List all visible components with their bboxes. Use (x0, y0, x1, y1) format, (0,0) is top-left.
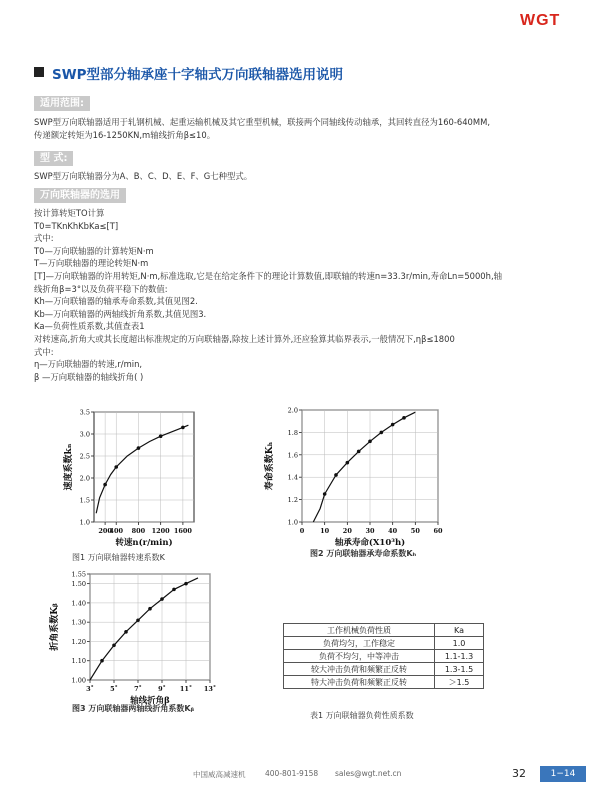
x-tick-label: 200 (98, 527, 112, 535)
selection-line: 对转速高,折角大或其长度超出标准规定的万向联轴器,除按上述计算外,还应验算其临界表示,一般情况下,ηβ≤1800 (34, 333, 455, 344)
scope-text-2: 传递额定转矩为16-1250KN,m轴线折角β≤10。 (34, 130, 216, 140)
x-tick-label: 50 (410, 527, 420, 535)
x-tick-label: 30 (365, 527, 375, 535)
table-cell: 1.3-1.5 (435, 663, 484, 676)
x-tick-label: 9˚ (158, 685, 166, 693)
x-axis-label: 轴线折角β (130, 696, 170, 706)
x-axis-label: 轴承寿命(X10³h) (334, 538, 406, 548)
table-cell: ＞1.5 (435, 676, 484, 689)
data-point (334, 473, 338, 477)
data-point (114, 465, 118, 469)
data-point (159, 434, 163, 438)
selection-line: Kb—万向联轴器的两轴线折角系数,其值见图3. (34, 308, 207, 319)
table-row (284, 663, 484, 676)
data-point (136, 618, 140, 622)
section-header-selection: 万向联轴器的选用 (34, 188, 126, 203)
page-tag: 1−14 (540, 766, 586, 782)
data-point (160, 597, 164, 601)
data-point (184, 582, 188, 586)
y-tick-label: 2.5 (79, 452, 90, 461)
data-point (103, 483, 107, 487)
x-tick-label: 800 (131, 527, 146, 535)
chart-life-coefficient (258, 400, 448, 560)
x-tick-label: 10 (320, 527, 330, 535)
title-marker (34, 67, 44, 77)
selection-line: η—万向联轴器的转速,r/min, (34, 359, 143, 370)
selection-line: 按计算转矩TO计算 (34, 208, 105, 218)
table-row (284, 650, 484, 663)
page-number: 32 (512, 767, 526, 780)
x-tick-label: 3˚ (86, 685, 94, 693)
data-point (346, 461, 350, 465)
table-row (284, 637, 484, 650)
plot-frame (90, 574, 210, 680)
y-tick-label: 1.6 (287, 451, 298, 460)
section-header-scope: 适用范围: (34, 96, 90, 111)
data-point (124, 630, 128, 634)
selection-line: T—万向联轴器的理论转矩N·m (34, 258, 149, 269)
y-axis-label: 寿命系数Kₕ (265, 441, 275, 491)
x-tick-label: 1200 (151, 527, 170, 535)
x-axis-label: 转速n(r/min) (115, 538, 173, 548)
table-cell: 特大冲击负荷和频繁正反转 (284, 676, 435, 689)
load-factor-table (283, 623, 484, 689)
series-line (90, 578, 198, 680)
data-point (137, 446, 141, 450)
footer-company: 中国威高减速机 (193, 770, 246, 779)
y-tick-label: 1.20 (71, 637, 86, 646)
series-line (313, 412, 415, 522)
table-header-cell: 工作机械负荷性质 (284, 624, 435, 637)
data-point (380, 431, 384, 435)
y-tick-label: 1.0 (79, 518, 90, 527)
y-axis-label: 折角系数Kᵦ (50, 603, 60, 651)
selection-line: 式中: (34, 233, 54, 244)
x-tick-label: 40 (388, 527, 398, 535)
x-tick-label: 1600 (173, 527, 192, 535)
table-caption: 表1 万向联轴器负荷性质系数 (310, 711, 414, 720)
y-tick-label: 1.30 (71, 618, 86, 627)
x-tick-label: 0 (299, 527, 305, 535)
chart-angle-coefficient (44, 565, 217, 707)
data-point (181, 426, 185, 430)
y-tick-label: 1.10 (71, 657, 86, 666)
chart-1-caption: 图1 万向联轴器转速系数K (72, 553, 165, 562)
y-tick-label: 1.8 (287, 428, 298, 437)
table-cell: 较大冲击负荷和频繁正反转 (284, 663, 435, 676)
data-point (391, 423, 395, 427)
chart-2-caption: 图2 万向联轴器承寿命系数Kₕ (310, 549, 417, 558)
page-title: SWP型部分轴承座十字轴式万向联轴器选用说明 (52, 67, 344, 83)
y-tick-label: 1.55 (71, 570, 86, 579)
y-tick-label: 2.0 (79, 474, 90, 483)
types-text: SWP型万向联轴器分为A、B、C、D、E、F、G七种型式。 (34, 171, 253, 181)
chart-speed-coefficient (60, 404, 200, 554)
table-cell: 负荷均匀，工作稳定 (284, 637, 435, 650)
table-cell: 1.1-1.3 (435, 650, 484, 663)
y-tick-label: 2.0 (287, 406, 298, 415)
selection-line: T0=TKnKhKbKa≤[T] (34, 220, 119, 231)
table-row (284, 676, 484, 689)
table-header-row (284, 624, 484, 637)
data-point (148, 607, 152, 611)
y-tick-label: 1.50 (71, 580, 86, 589)
data-point (172, 588, 176, 592)
table-cell: 1.0 (435, 637, 484, 650)
brand-logo: WGT (520, 12, 561, 29)
x-tick-label: 13˚ (203, 685, 217, 693)
selection-line: Ka—负荷性质系数,其值查表1 (34, 321, 145, 332)
selection-line: Kh—万向联轴器的轴承寿命系数,其值见图2. (34, 296, 198, 307)
x-tick-label: 60 (433, 527, 443, 535)
y-tick-label: 3.5 (79, 408, 90, 417)
y-tick-label: 1.2 (287, 496, 298, 505)
y-axis-label: 速度系数kₙ (64, 443, 74, 491)
data-point (100, 659, 104, 663)
footer-phone: 400-801-9158 (265, 769, 319, 778)
y-tick-label: 1.4 (287, 473, 298, 482)
section-header-types: 型 式: (34, 151, 73, 166)
x-tick-label: 20 (342, 527, 352, 535)
selection-line: T0—万向联轴器的计算转矩N·m (34, 245, 154, 256)
y-tick-label: 1.5 (79, 496, 90, 505)
x-tick-label: 11˚ (179, 685, 193, 693)
data-point (368, 440, 372, 444)
data-point (323, 492, 327, 496)
y-tick-label: 1.0 (287, 518, 298, 527)
table-header-cell: Ka (435, 624, 484, 637)
selection-line: β —万向联轴器的轴线折角( ) (34, 371, 144, 382)
selection-line: [T]—万向联轴器的许用转矩,N·m,标准选取,它是在给定条件下的理论计算数值,即联轴的转速n=33.3r/min,寿命Ln=5000h,轴 (34, 270, 502, 281)
chart-3-caption: 图3 万向联轴器两轴线折角系数Kᵦ (72, 704, 195, 713)
selection-line: 式中: (34, 346, 54, 357)
x-tick-label: 7˚ (134, 685, 142, 693)
scope-text-1: SWP型万向联轴器适用于轧钢机械、起重运输机械及其它重型机械，联接两个同轴线传动轴承，其回转直径为160-640MM, (34, 117, 491, 127)
selection-line: 线折角β=3°以及负荷平稳下的数值: (34, 283, 168, 294)
data-point (112, 644, 116, 648)
y-tick-label: 1.40 (71, 599, 86, 608)
x-tick-label: 400 (109, 527, 124, 535)
y-tick-label: 1.00 (71, 676, 86, 685)
table-cell: 负荷不均匀，中等冲击 (284, 650, 435, 663)
y-tick-label: 3.0 (79, 430, 90, 439)
data-point (357, 450, 361, 454)
footer-email: sales@wgt.net.cn (335, 769, 402, 778)
x-tick-label: 5˚ (110, 685, 118, 693)
selection-body (34, 207, 502, 383)
data-point (402, 416, 406, 420)
